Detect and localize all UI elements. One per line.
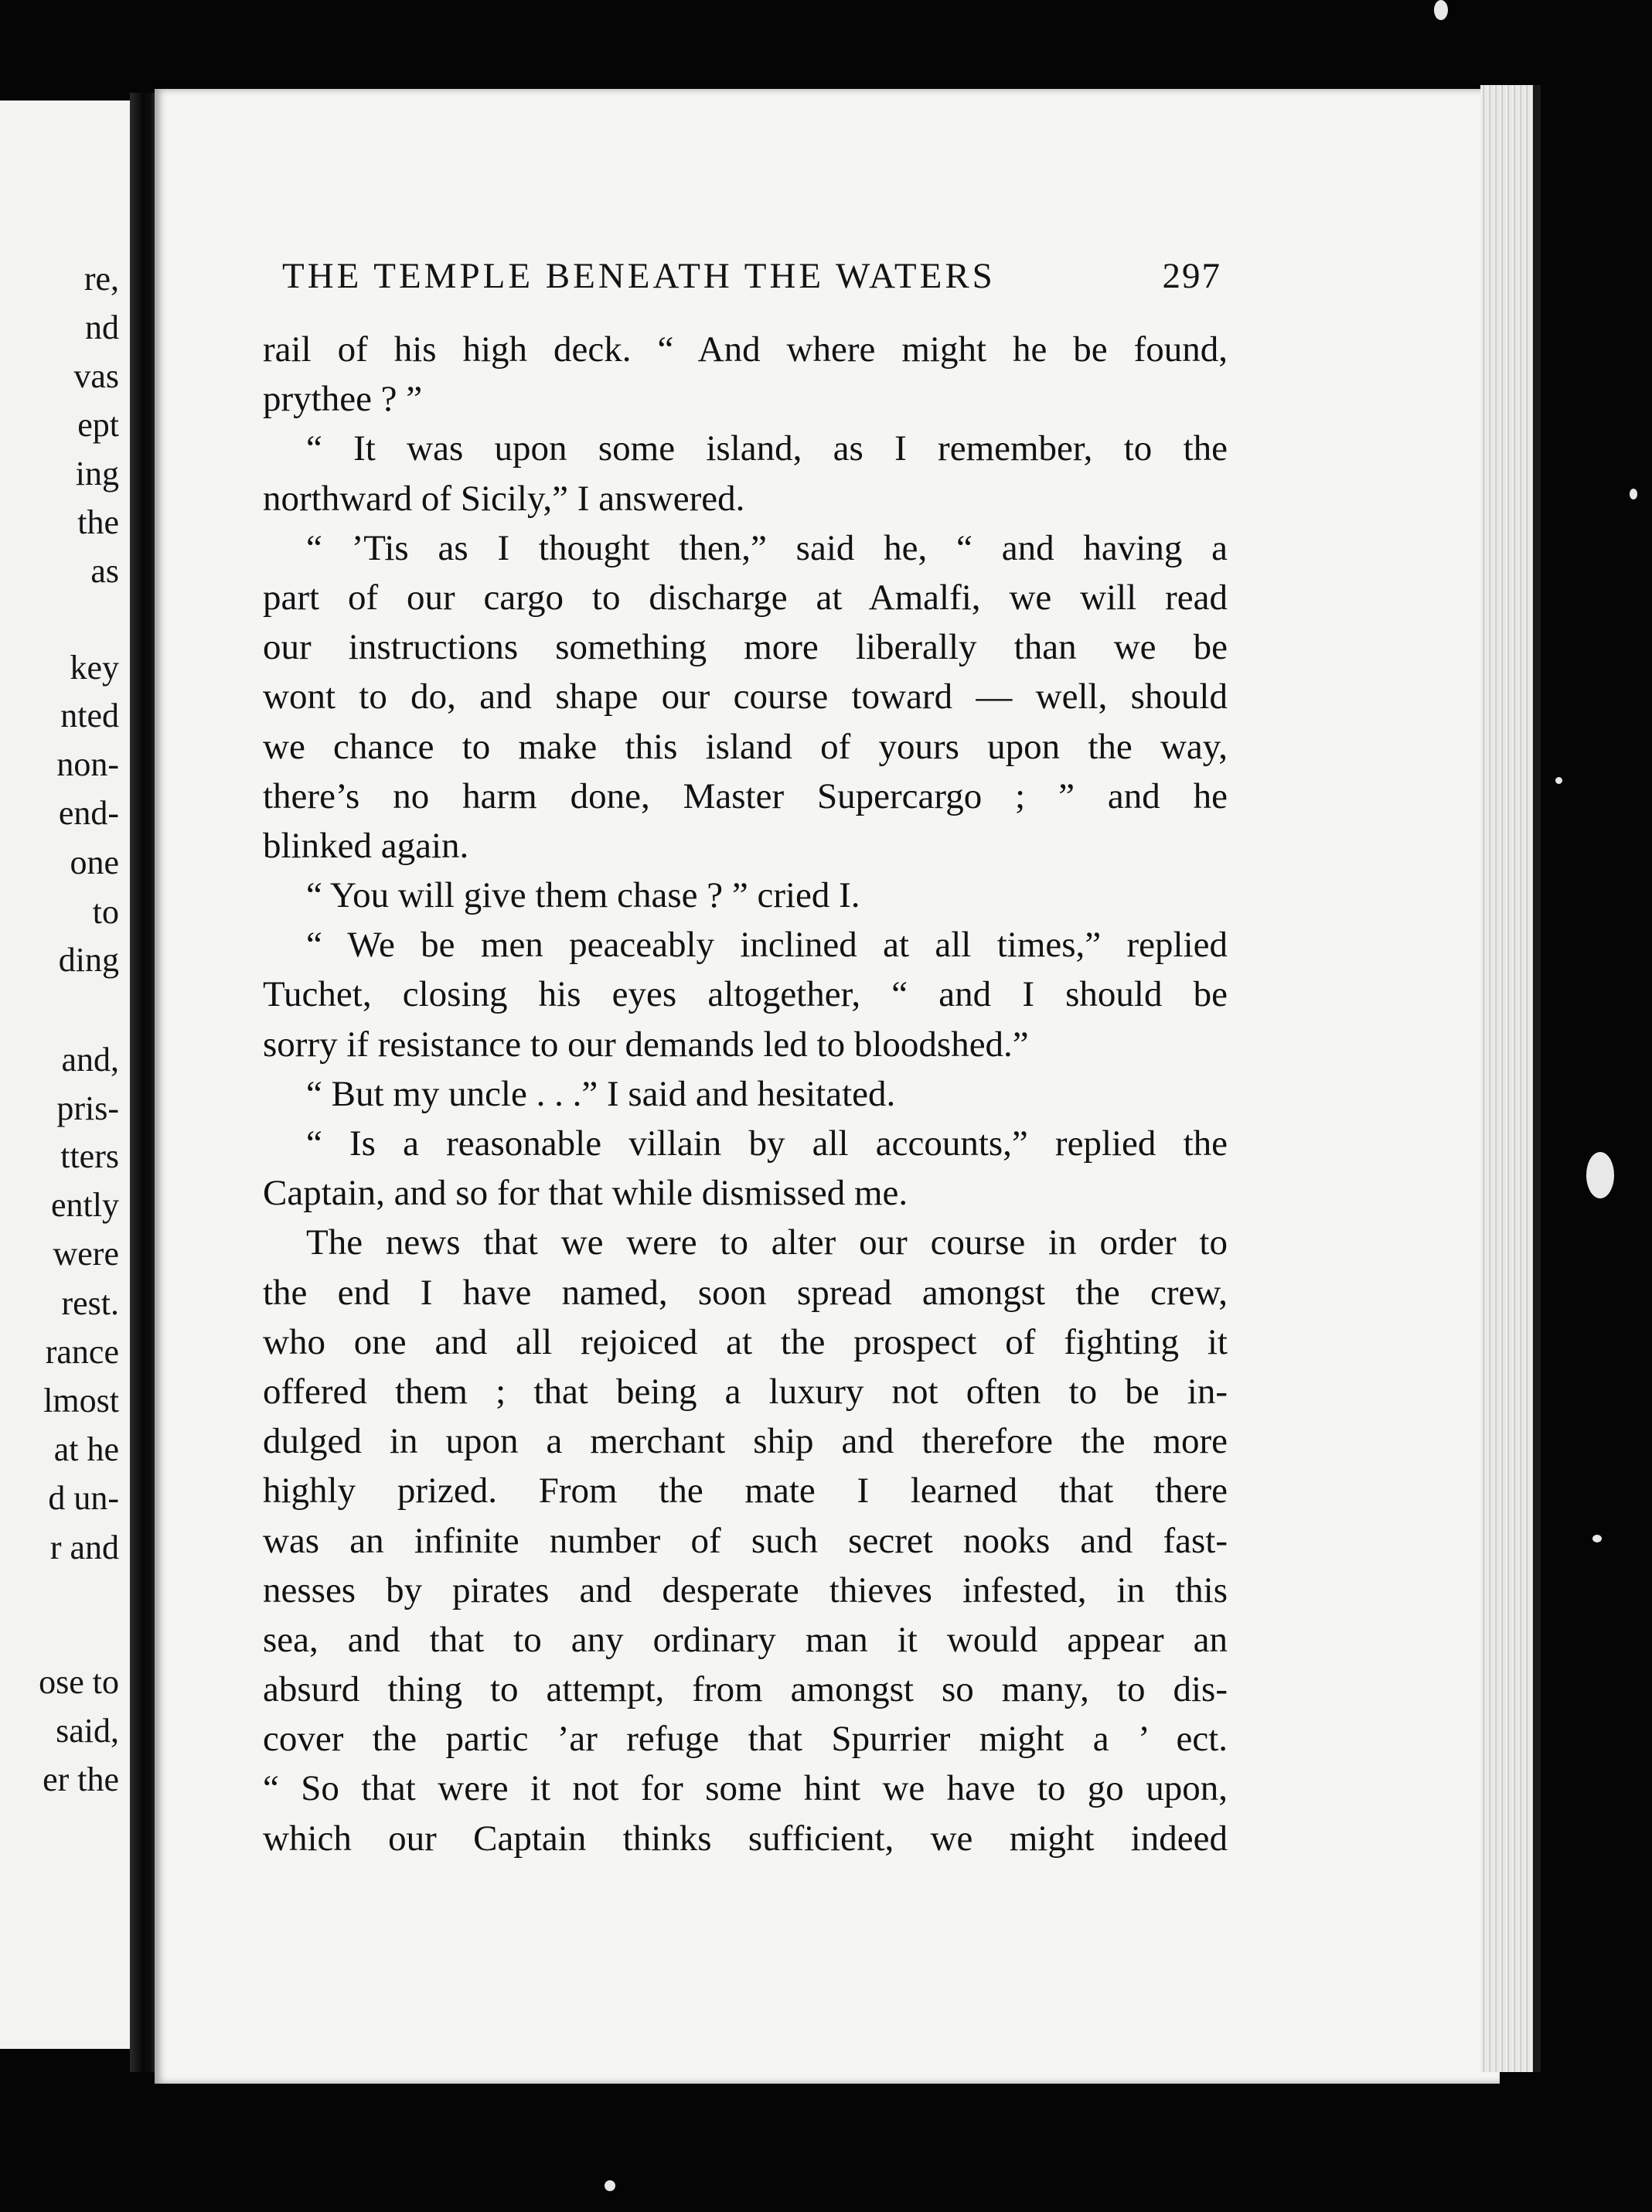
text-line: “ ’Tis as I thought then,” said he, “ and having a	[306, 527, 1228, 568]
dust-speck	[605, 2180, 615, 2191]
previous-page-fragment: and,	[61, 1041, 119, 1079]
text-line: offered them ; that being a luxury not often to be in-	[263, 1371, 1228, 1412]
previous-page-fragment: at he	[53, 1430, 119, 1468]
previous-page-fragment: end-	[58, 794, 119, 832]
page-body-text	[263, 325, 1228, 1863]
text-line: sorry if resistance to our demands led to bloodshed.”	[263, 1024, 1029, 1065]
page-stack-edges	[1480, 85, 1533, 2072]
text-line: “ You will give them chase ? ” cried I.	[306, 875, 860, 916]
dust-speck	[1555, 777, 1562, 784]
text-line: nesses by pirates and desperate thieves infested, in this	[263, 1570, 1228, 1610]
text-line: Captain, and so for that while dismissed me.	[263, 1173, 908, 1214]
previous-page-fragment: ing	[75, 455, 119, 493]
text-line: “ But my uncle . . .” I said and hesitated.	[306, 1073, 896, 1114]
previous-page-fragment: were	[53, 1235, 119, 1273]
text-line: “ We be men peaceably inclined at all times,” replied	[306, 925, 1228, 966]
previous-page-fragment: d un-	[48, 1479, 119, 1517]
text-line: highly prized. From the mate I learned that there	[263, 1471, 1228, 1512]
previous-page-fragment: tters	[60, 1137, 119, 1175]
text-line: who one and all rejoiced at the prospect of fighting it	[263, 1321, 1228, 1362]
dust-speck	[1630, 489, 1637, 499]
text-line: there’s no harm done, Master Supercargo ; ” and he	[263, 775, 1228, 816]
text-line: Tuchet, closing his eyes altogether, “ and I should be	[263, 974, 1228, 1015]
previous-page-fragment: as	[90, 552, 119, 590]
previous-page-fragment: re,	[83, 260, 119, 298]
previous-page-fragment: vas	[73, 357, 119, 395]
previous-page-fragment: key	[70, 649, 119, 687]
text-line: “ So that were it not for some hint we have to go upon,	[263, 1768, 1228, 1809]
dust-speck	[1586, 1152, 1614, 1198]
page-number: 297	[1162, 256, 1221, 296]
text-line: wont to do, and shape our course toward — well, should	[263, 677, 1228, 717]
previous-page-fragment: r and	[49, 1529, 119, 1566]
text-line: absurd thing to attempt, from amongst so many, to dis-	[263, 1669, 1228, 1710]
previous-page-edge	[0, 101, 139, 2049]
text-line: which our Captain thinks sufficient, we might indeed	[263, 1818, 1228, 1859]
previous-page-fragment: rance	[45, 1333, 119, 1371]
text-line: was an infinite number of such secret nooks and fast-	[263, 1520, 1228, 1561]
text-line: rail of his high deck. “ And where might he be found,	[263, 329, 1228, 370]
text-line: northward of Sicily,” I answered.	[263, 478, 745, 519]
page-stack-shadow	[1533, 85, 1541, 2072]
previous-page-fragment: said,	[56, 1712, 119, 1750]
text-line: “ Is a reasonable villain by all accounts,” replied the	[306, 1123, 1228, 1164]
previous-page-fragment: nted	[60, 697, 119, 734]
previous-page-fragment: pris-	[56, 1089, 119, 1127]
previous-page-fragment: rest.	[61, 1284, 119, 1322]
previous-page-fragment: lmost	[43, 1382, 119, 1420]
text-line: part of our cargo to discharge at Amalfi, we will read	[263, 577, 1228, 618]
dust-speck	[1592, 1535, 1602, 1542]
previous-page-fragment: ose to	[39, 1663, 119, 1701]
previous-page-fragment: er the	[43, 1760, 119, 1798]
previous-page-fragment: to	[92, 893, 119, 931]
text-line: prythee ? ”	[263, 379, 423, 420]
dust-speck	[1434, 0, 1448, 20]
text-line: “ It was upon some island, as I remember, to the	[306, 428, 1228, 469]
text-line: our instructions something more liberally than we be	[263, 627, 1228, 668]
previous-page-fragment: non-	[56, 745, 119, 783]
text-line: The news that we were to alter our course in order to	[306, 1222, 1228, 1263]
previous-page-fragment: one	[70, 844, 119, 881]
previous-page-fragment: ding	[58, 941, 119, 979]
text-line: the end I have named, soon spread amongst the crew,	[263, 1272, 1228, 1313]
text-line: blinked again.	[263, 825, 469, 866]
text-line: we chance to make this island of yours upon the way,	[263, 726, 1228, 767]
previous-page-fragment: nd	[85, 308, 119, 346]
running-title: THE TEMPLE BENEATH THE WATERS	[282, 256, 996, 296]
text-line: dulged in upon a merchant ship and therefore the more	[263, 1421, 1228, 1462]
previous-page-fragment: the	[77, 503, 119, 541]
previous-page-fragment: ept	[77, 406, 119, 444]
text-line: sea, and that to any ordinary man it would appear an	[263, 1619, 1228, 1660]
previous-page-fragment: ently	[51, 1186, 119, 1224]
text-line: cover the partic ’ar refuge that Spurrier might a ’ ect.	[263, 1719, 1228, 1760]
